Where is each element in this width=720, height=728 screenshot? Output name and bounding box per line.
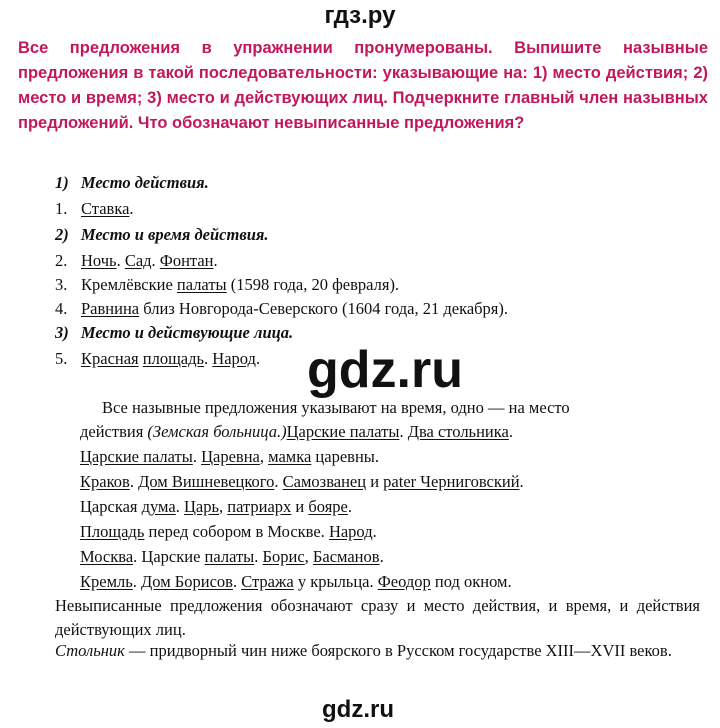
main-member: площадь — [142, 349, 205, 368]
main-member: Кремль — [80, 572, 133, 591]
paragraph-line-1: Все назывные предложения указывают на время, одно — на место — [102, 398, 570, 417]
item-number: 2. — [55, 251, 68, 270]
group-number: 2) — [55, 225, 69, 244]
text-fragment: (1598 года, 20 февраля). — [226, 275, 400, 294]
text-fragment: . — [519, 472, 524, 491]
conclusion — [55, 594, 700, 642]
main-member: Москва — [80, 547, 134, 566]
main-member: Стража — [241, 572, 294, 591]
main-member: Сад — [124, 251, 152, 270]
conclusion-text: Невыписанные предложения обозначают сразу и место действия, и время, и действия действующих лиц. — [55, 596, 700, 639]
watermark-middle: gdz.ru — [301, 342, 469, 398]
main-member: Басманов — [312, 547, 380, 566]
sentence-line — [80, 447, 379, 467]
main-member: палаты — [176, 275, 227, 294]
main-member: Царь — [183, 497, 219, 516]
list-item — [55, 275, 399, 295]
text-fragment: у крыльца. — [293, 572, 378, 591]
sentence-line — [80, 572, 512, 592]
group-title: Место и время действия. — [80, 225, 269, 244]
main-member: Два стольника — [407, 422, 509, 441]
text-fragment: . — [399, 422, 408, 441]
main-member: патриарх — [227, 497, 292, 516]
footnote — [55, 639, 700, 663]
main-member: дума — [141, 497, 176, 516]
list-item — [55, 251, 218, 271]
text-fragment: . — [132, 572, 142, 591]
text-fragment: . — [254, 547, 263, 566]
text-fragment: и — [291, 497, 309, 516]
text-fragment: . — [129, 472, 139, 491]
text-fragment: , — [218, 497, 228, 516]
group-number: 3) — [55, 323, 69, 342]
text-fragment: . — [347, 497, 352, 516]
main-member: Народ — [212, 349, 256, 368]
main-member: Борис — [262, 547, 305, 566]
item-number: 5. — [55, 349, 68, 368]
main-member: Ставка — [81, 199, 130, 218]
text-fragment: . — [508, 422, 513, 441]
main-member: бояре — [308, 497, 348, 516]
task-text: Все предложения в упражнении пронумерованы. Выпишите назывные предложения в такой последовательности: указывающие на: 1) место действия; 2) место и время; 3) место и действующих лиц. Подчеркните главный член назывных предложений. Что обозначают невыписанные предложения? — [18, 39, 708, 132]
text-fragment: . — [274, 472, 283, 491]
text-fragment: . — [204, 349, 213, 368]
group-number: 1) — [55, 173, 69, 192]
main-member: Царские палаты — [286, 422, 400, 441]
text-fragment: , — [259, 447, 269, 466]
text-fragment: . — [379, 547, 384, 566]
item-number: 3. — [55, 275, 68, 294]
site-header[interactable]: гдз.ру — [324, 2, 396, 29]
sentence-line — [80, 522, 377, 542]
group-heading-2 — [55, 225, 269, 245]
group-heading-3 — [55, 323, 293, 343]
main-member: Дом Вишневецкого — [138, 472, 275, 491]
text-fragment: , — [304, 547, 313, 566]
item-number: 1. — [55, 199, 68, 218]
paragraph-text: действия — [80, 422, 148, 441]
text-fragment: . — [255, 349, 261, 368]
main-member: мамка — [268, 447, 312, 466]
item-number: 4. — [55, 299, 68, 318]
text-fragment: перед собором в Москве. — [144, 522, 329, 541]
watermark-bottom: gdz.ru — [322, 696, 394, 723]
sentence-line — [80, 547, 384, 567]
group-title: Место действия. — [80, 173, 209, 192]
text-fragment: . — [175, 497, 184, 516]
text-fragment: . Царские — [133, 547, 205, 566]
main-member: Феодор — [377, 572, 431, 591]
text-fragment: Кремлёвские — [81, 275, 177, 294]
main-member: Царские палаты — [80, 447, 193, 466]
paragraph-italic: (Земская больница.) — [147, 422, 287, 441]
main-member: Красная — [81, 349, 139, 368]
footnote-term: Стольник — [55, 641, 125, 660]
list-item — [55, 299, 508, 319]
main-member: pater Черниговский — [383, 472, 520, 491]
group-title: Место и действующие лица. — [80, 323, 294, 342]
main-member: Самозванец — [282, 472, 367, 491]
group-heading-1 — [55, 173, 209, 193]
text-fragment: и — [366, 472, 384, 491]
sentence-line — [80, 497, 352, 517]
main-member: Краков — [80, 472, 130, 491]
main-member: Фонтан — [159, 251, 214, 270]
text-fragment: . — [372, 522, 377, 541]
main-member: Ночь — [81, 251, 117, 270]
text-fragment: . — [151, 251, 160, 270]
text-fragment: . — [129, 199, 134, 218]
main-member: палаты — [204, 547, 255, 566]
text-fragment: . — [116, 251, 125, 270]
sentence-line — [287, 422, 513, 441]
text-fragment: под окном. — [430, 572, 512, 591]
main-member: Равнина — [81, 299, 140, 318]
main-member: Дом Борисов — [141, 572, 233, 591]
sentence-line — [80, 472, 524, 492]
main-member: Народ — [328, 522, 373, 541]
main-member: Площадь — [80, 522, 145, 541]
paragraph-line-2 — [80, 422, 513, 442]
text-fragment: . — [232, 572, 242, 591]
text-fragment: . — [192, 447, 202, 466]
text-fragment: близ Новгорода-Северского (1604 года, 21 декабря). — [139, 299, 509, 318]
text-fragment: Царская — [80, 497, 142, 516]
footnote-text: — придворный чин ниже боярского в Русском государстве XIII—XVII веков. — [124, 641, 672, 660]
list-item — [55, 199, 134, 219]
text-fragment: царевны. — [311, 447, 379, 466]
text-fragment: . — [213, 251, 218, 270]
main-member: Царевна — [201, 447, 260, 466]
list-item — [55, 349, 260, 369]
